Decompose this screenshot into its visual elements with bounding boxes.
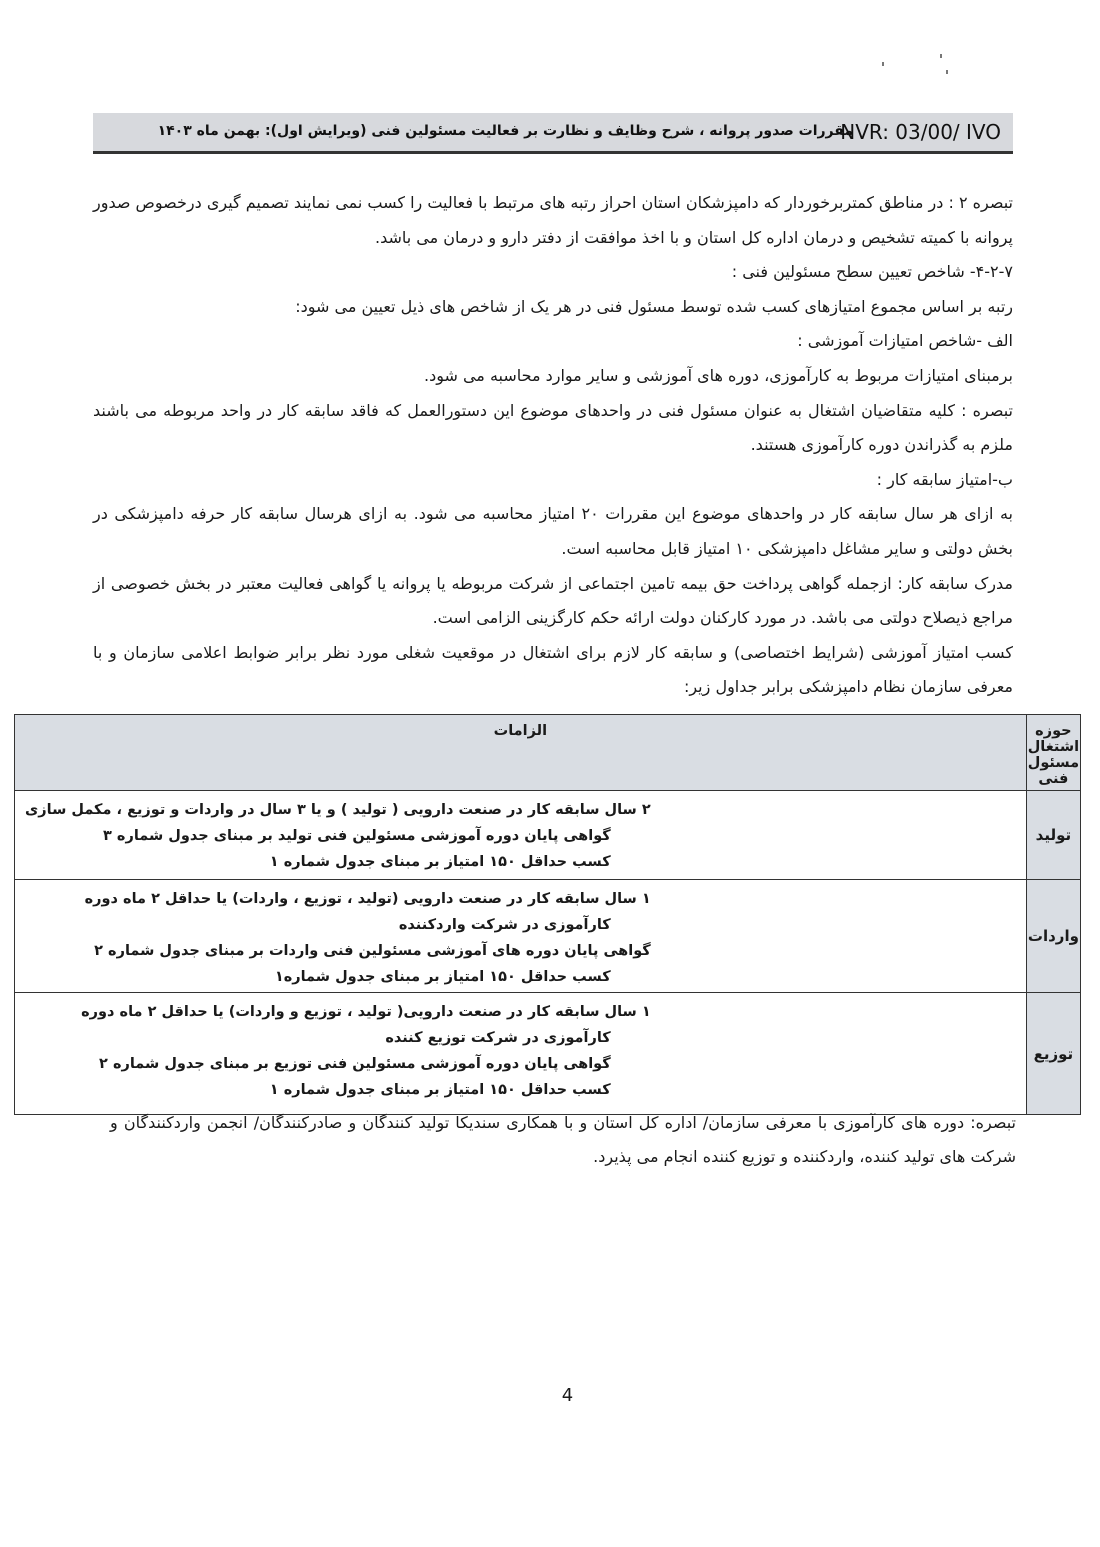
- subsection-heading: الف -شاخص امتیازات آموزشی :: [797, 331, 1013, 351]
- requirements-cell: [15, 993, 1027, 1115]
- requirement-line: کسب حداقل ۱۵۰ امتیاز بر مبنای جدول شماره ۱: [269, 854, 611, 870]
- document-header: [93, 113, 1013, 153]
- area-cell: واردات: [1026, 880, 1080, 993]
- column-header-area: حوزه اشتغال مسئول فنی: [1026, 715, 1080, 791]
- paragraph: به ازای هر سال سابقه کار در واحدهای موضوع این مقررات ۲۰ امتیاز محاسبه می شود. به ازای هرسال سابقه کار حرفه دامپزشکی در بخش دولتی و سایر مشاغل دامپزشکی ۱۰ امتیاز قابل محاسبه است.: [93, 504, 1013, 558]
- table-row: [15, 880, 1081, 993]
- page-number: 4: [561, 1385, 574, 1406]
- requirement-line: ۱ سال سابقه کار در صنعت دارویی (تولید ، توزیع ، واردات) یا حداقل ۲ ماه دوره: [84, 891, 651, 907]
- column-header-requirements: الزامات: [15, 715, 1027, 791]
- paragraph: مدرک سابقه کار: ازجمله گواهی پرداخت حق بیمه تامین اجتماعی از شرکت مربوطه یا پروانه یا گواهی فعالیت معتبر در بخش خصوصی از مراجع ذیصلاح دولتی می باشد. در مورد کارکنان دولت ارائه حکم کارگزینی الزامی است.: [93, 573, 1013, 628]
- requirement-line: کسب حداقل ۱۵۰ امتیاز بر مبنای جدول شماره۱: [274, 969, 611, 985]
- scan-specks: [870, 52, 960, 82]
- requirement-line: ۱ سال سابقه کار در صنعت دارویی( تولید ، توزیع و واردات) یا حداقل ۲ ماه دوره: [81, 1004, 651, 1020]
- body-text: [93, 186, 1013, 740]
- paragraph: تبصره : کلیه متقاضیان اشتغال به عنوان مسئول فنی در واحدهای موضوع این دستورالعمل که فاقد سابقه کار در واحد مربوطه می باشند ملزم به گذراندن دوره کارآموزی هستند.: [93, 400, 1013, 455]
- requirements-cell: [15, 880, 1027, 993]
- requirements-table: [14, 714, 1081, 1115]
- table-header-row: [15, 715, 1081, 791]
- note-paragraph: تبصره: دوره های کارآموزی با معرفی سازمان/ اداره کل استان و با همکاری سندیکا تولید کنندگان و صادرکنندگان/ انجمن واردکنندگان و شرکت های تولید کننده، واردکننده و توزیع کننده انجام می پذیرد.: [110, 1113, 1016, 1166]
- table-row: [15, 791, 1081, 880]
- area-cell: توزیع: [1026, 993, 1080, 1115]
- table-row: [15, 993, 1081, 1115]
- section-heading: ۴-۲-۷- شاخص تعیین سطح مسئولین فنی :: [731, 262, 1013, 282]
- paragraph: کسب امتیاز آموزشی (شرایط اختصاصی) و سابقه کار لازم برای اشتغال در موقعیت شغلی مورد نظر برابر ضوابط اعلامی سازمان و با معرفی سازمان نظام دامپزشکی برابر جداول زیر:: [93, 642, 1013, 697]
- requirement-line: گواهی پایان دوره های آموزشی مسئولین فنی واردات بر مبنای جدول شماره ۲: [94, 943, 651, 959]
- paragraph: تبصره ۲ : در مناطق کمتربرخوردار که دامپزشکان استان احراز رتبه های مرتبط با فعالیت را کسب نمی نمایند تصمیم گیری درخصوص صدور پروانه با کمیته تشخیص و درمان اداره کل استان و با اخذ موافقت از دفتر دارو و درمان می باشد.: [93, 193, 1013, 247]
- paragraph: رتبه بر اساس مجموع امتیازهای کسب شده توسط مسئول فنی در هر یک از شاخص های ذیل تعیین می شود:: [295, 296, 1013, 316]
- subsection-heading: ب-امتیاز سابقه کار :: [876, 469, 1013, 489]
- footnote: [110, 1106, 1016, 1174]
- paragraph: برمبنای امتیازات مربوط به کارآموزی، دوره های آموزشی و سایر موارد محاسبه می شود.: [423, 365, 1013, 385]
- requirement-line: کارآموزی در شرکت واردکننده: [398, 917, 611, 933]
- requirement-line: کارآموزی در شرکت توزیع کننده: [385, 1030, 611, 1046]
- document-title: مقررات صدور پروانه ، شرح وظایف و نظارت بر فعالیت مسئولین فنی (ویرایش اول): بهمن ماه ۱۴۰۳: [157, 123, 853, 139]
- document-code: NVR: 03/00/ IVO: [840, 120, 1001, 144]
- area-cell: تولید: [1026, 791, 1080, 880]
- requirements-cell: [15, 791, 1027, 880]
- requirement-line: کسب حداقل ۱۵۰ امتیاز بر مبنای جدول شماره ۱: [269, 1082, 611, 1098]
- requirement-line: گواهی پایان دوره آموزشی مسئولین فنی تولید بر مبنای جدول شماره ۳: [103, 828, 611, 844]
- header-divider: [93, 151, 1013, 154]
- requirement-line: گواهی پایان دوره آموزشی مسئولین فنی توزیع بر مبنای جدول شماره ۲: [99, 1056, 611, 1072]
- requirement-line: ۲ سال سابقه کار در صنعت دارویی ( تولید ) و یا ۳ سال در واردات و توزیع ، مکمل سازی: [25, 802, 651, 818]
